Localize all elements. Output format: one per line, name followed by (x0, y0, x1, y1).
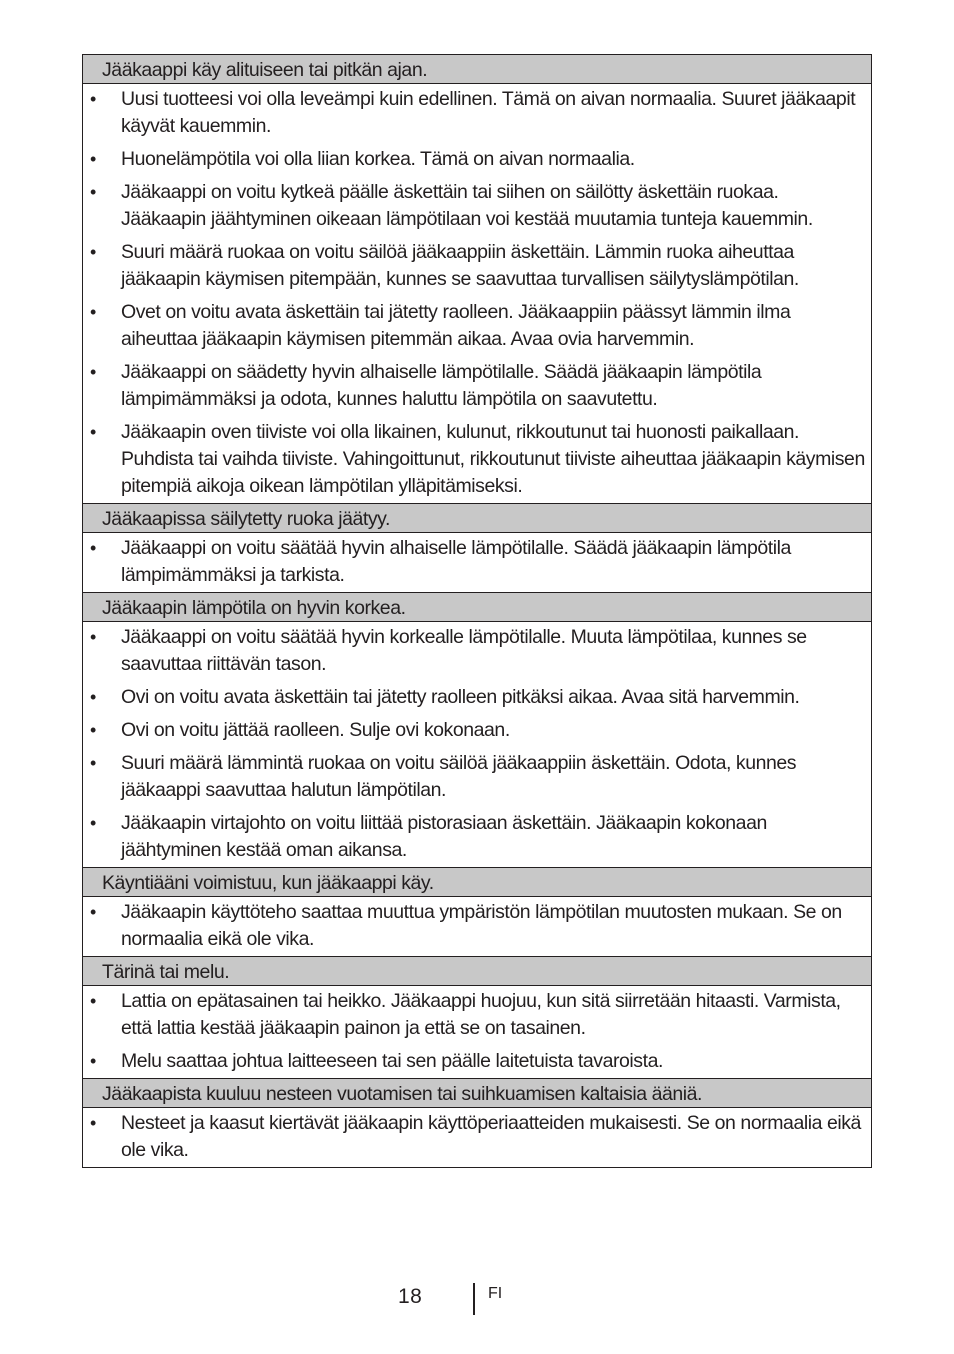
list-item-text: Lattia on epätasainen tai heikko. Jääkaappi huojuu, kun sitä siirretään hitaasti. Varmista, että lattia kestää jääkaapin painon ja että se on tasainen. (121, 990, 841, 1039)
bullet-icon: • (90, 182, 96, 202)
list-item-text: Jääkaapin oven tiiviste voi olla likainen, kulunut, rikkoutunut tai huonosti paikallaan. Puhdista tai vaihda tiiviste. Vahingoittunut, rikkoutunut tiiviste aiheuttaa jääkaapin käymisen pitempiä aikoja oikean lämpötilan ylläpitämiseksi. (121, 421, 865, 497)
list-item (83, 717, 871, 744)
list-item (83, 359, 871, 413)
list-item-text: Melu saattaa johtua laitteeseen tai sen päälle laitetuista tavaroista. (121, 1050, 663, 1072)
list-item (83, 179, 871, 233)
section-body (83, 986, 871, 1078)
list-item-text: Jääkaapin virtajohto on voitu liittää pistorasiaan äskettäin. Jääkaapin kokonaan jäähtyminen kestää oman aikansa. (121, 812, 767, 861)
list-item (83, 1048, 871, 1075)
list-item-text: Ovi on voitu avata äskettäin tai jätetty raolleen pitkäksi aikaa. Avaa sitä harvemmin. (121, 686, 800, 708)
section-heading: Käyntiääni voimistuu, kun jääkaappi käy. (83, 867, 871, 897)
list-item (83, 624, 871, 678)
list-item (83, 1110, 871, 1164)
section-body (83, 533, 871, 592)
bullet-icon: • (90, 89, 96, 109)
bullet-icon: • (90, 149, 96, 169)
section-body (83, 897, 871, 956)
section-heading: Jääkaapissa säilytetty ruoka jäätyy. (83, 503, 871, 533)
bullet-icon: • (90, 720, 96, 740)
bullet-icon: • (90, 753, 96, 773)
section-heading: Tärinä tai melu. (83, 956, 871, 986)
language-code: FI (488, 1285, 503, 1302)
list-item (83, 899, 871, 953)
list-item (83, 299, 871, 353)
footer-divider (473, 1283, 475, 1315)
list-item (83, 684, 871, 711)
section-heading: Jääkaapin lämpötila on hyvin korkea. (83, 592, 871, 622)
bullet-icon: • (90, 302, 96, 322)
bullet-icon: • (90, 687, 96, 707)
bullet-icon: • (90, 538, 96, 558)
list-item (83, 750, 871, 804)
list-item-text: Suuri määrä lämmintä ruokaa on voitu säilöä jääkaappiin äskettäin. Odota, kunnes jääkaappi saavuttaa halutun lämpötilan. (121, 752, 797, 801)
list-item (83, 86, 871, 140)
bullet-icon: • (90, 422, 96, 442)
bullet-icon: • (90, 991, 96, 1011)
list-item-text: Suuri määrä ruokaa on voitu säilöä jääkaappiin äskettäin. Lämmin ruoka aiheuttaa jääkaapin käymisen pitempään, kunnes se saavuttaa turvallisen säilytyslämpötilan. (121, 241, 799, 290)
list-item (83, 810, 871, 864)
bullet-icon: • (90, 1051, 96, 1071)
list-item (83, 146, 871, 173)
bullet-icon: • (90, 627, 96, 647)
troubleshooting-table (82, 54, 872, 1168)
list-item (83, 535, 871, 589)
list-item-text: Jääkaappi on voitu säätää hyvin korkealle lämpötilalle. Muuta lämpötilaa, kunnes se saavuttaa riittävän tason. (121, 626, 807, 675)
list-item (83, 419, 871, 500)
bullet-icon: • (90, 362, 96, 382)
list-item (83, 239, 871, 293)
list-item (83, 988, 871, 1042)
list-item-text: Ovet on voitu avata äskettäin tai jätetty raolleen. Jääkaappiin päässyt lämmin ilma aiheuttaa jääkaapin käymisen pitemmän aikaa. Avaa ovia harvemmin. (121, 301, 791, 350)
section-body (83, 1108, 871, 1167)
section-heading: Jääkaapista kuuluu nesteen vuotamisen tai suihkuamisen kaltaisia ääniä. (83, 1078, 871, 1108)
list-item-text: Nesteet ja kaasut kiertävät jääkaapin käyttöperiaatteiden mukaisesti. Se on normaalia eikä ole vika. (121, 1112, 861, 1161)
list-item-text: Uusi tuotteesi voi olla leveämpi kuin edellinen. Tämä on aivan normaalia. Suuret jääkaapit käyvät kauemmin. (121, 88, 856, 137)
section-body (83, 622, 871, 867)
list-item-text: Huonelämpötila voi olla liian korkea. Tämä on aivan normaalia. (121, 148, 635, 170)
section-heading: Jääkaappi käy alituiseen tai pitkän ajan. (83, 55, 871, 84)
bullet-icon: • (90, 813, 96, 833)
list-item-text: Jääkaappi on säädetty hyvin alhaiselle lämpötilalle. Säädä jääkaapin lämpötila lämpimämmäksi ja odota, kunnes haluttu lämpötila on saavutettu. (121, 361, 762, 410)
list-item-text: Jääkaappi on voitu kytkeä päälle äskettäin tai siihen on säilötty äskettäin ruokaa. Jääkaapin jäähtyminen oikeaan lämpötilaan voi kestää muutamia tunteja kauemmin. (121, 181, 813, 230)
page-number: 18 (398, 1285, 423, 1308)
section-body (83, 84, 871, 503)
list-item-text: Ovi on voitu jättää raolleen. Sulje ovi kokonaan. (121, 719, 510, 741)
bullet-icon: • (90, 1113, 96, 1133)
bullet-icon: • (90, 242, 96, 262)
list-item-text: Jääkaapin käyttöteho saattaa muuttua ympäristön lämpötilan muutosten mukaan. Se on normaalia eikä ole vika. (121, 901, 842, 950)
bullet-icon: • (90, 902, 96, 922)
list-item-text: Jääkaappi on voitu säätää hyvin alhaiselle lämpötilalle. Säädä jääkaapin lämpötila lämpimämmäksi ja tarkista. (121, 537, 791, 586)
